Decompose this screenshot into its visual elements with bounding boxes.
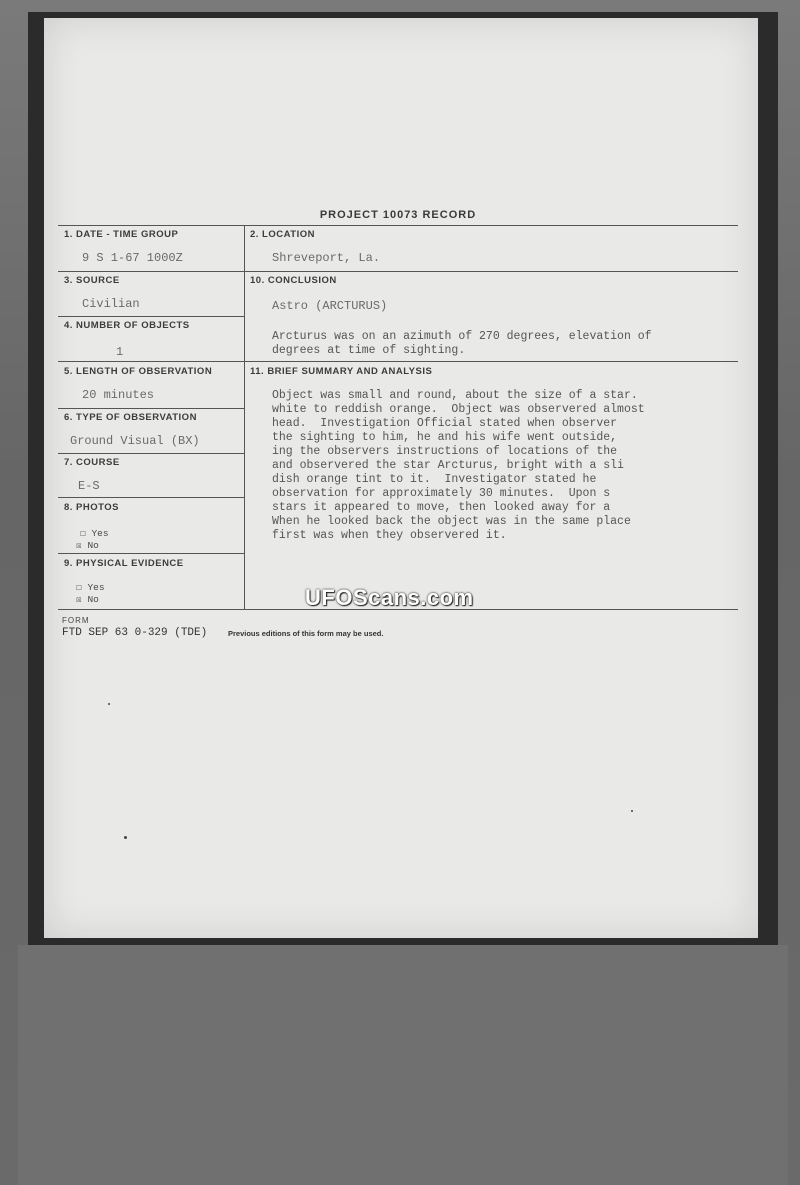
summary-line: ing the observers instructions of locations of the xyxy=(272,445,618,458)
rule-row6 xyxy=(58,497,244,498)
physical-evidence-yes-label: Yes xyxy=(87,582,105,593)
dust-speck xyxy=(108,703,110,705)
summary-line: Object was small and round, about the size of a star. xyxy=(272,389,638,402)
photos-yes-label: Yes xyxy=(91,528,109,539)
rule-row1 xyxy=(58,271,738,272)
physical-evidence-no-option xyxy=(76,594,99,605)
scan-lower-area xyxy=(18,945,788,1185)
conclusion-label: 10. CONCLUSION xyxy=(250,275,337,286)
summary-line: observation for approximately 30 minutes. Upon s xyxy=(272,487,611,500)
physical-evidence-yes-option xyxy=(76,582,105,593)
date-time-group-value: 9 S 1-67 1000Z xyxy=(82,251,183,265)
number-of-objects-label: 4. NUMBER OF OBJECTS xyxy=(64,320,190,331)
photos-label: 8. PHOTOS xyxy=(64,502,120,513)
photos-no-option xyxy=(76,540,99,551)
dust-speck xyxy=(631,810,633,812)
location-value: Shreveport, La. xyxy=(272,251,381,265)
physical-evidence-no-label: No xyxy=(87,594,99,605)
dust-speck xyxy=(124,836,127,839)
summary-line: white to reddish orange. Object was observered almost xyxy=(272,403,645,416)
source-value: Civilian xyxy=(82,297,140,311)
type-of-observation-label: 6. TYPE OF OBSERVATION xyxy=(64,412,197,423)
photos-no-label: No xyxy=(87,540,99,551)
watermark: UFOScans.com xyxy=(305,585,474,610)
number-of-objects-value: 1 xyxy=(116,345,124,359)
rule-top xyxy=(58,225,738,226)
checkbox-empty-icon: ☐ xyxy=(76,582,82,593)
form-footer-note: Previous editions of this form may be used. xyxy=(228,629,384,638)
type-of-observation-value: Ground Visual (BX) xyxy=(70,434,200,448)
conclusion-note-line-1: Arcturus was on an azimuth of 270 degrees, elevation of xyxy=(272,330,652,343)
summary-line: When he looked back the object was in the same place xyxy=(272,515,631,528)
summary-line: head. Investigation Official stated when observer xyxy=(272,417,618,430)
source-label: 3. SOURCE xyxy=(64,275,120,286)
physical-evidence-label: 9. PHYSICAL EVIDENCE xyxy=(64,558,184,569)
summary-line: and observered the star Arcturus, bright with a sli xyxy=(272,459,624,472)
rule-row7 xyxy=(58,553,244,554)
conclusion-note-line-2: degrees at time of sighting. xyxy=(272,344,466,357)
course-label: 7. COURSE xyxy=(64,457,120,468)
checkbox-checked-icon: ☒ xyxy=(76,540,82,551)
conclusion-value: Astro (ARCTURUS) xyxy=(272,299,388,313)
course-value: E-S xyxy=(78,479,100,493)
summary-label: 11. BRIEF SUMMARY AND ANALYSIS xyxy=(250,366,433,377)
project-record-form xyxy=(58,205,738,610)
rule-row4 xyxy=(58,408,244,409)
checkbox-empty-icon: ☐ xyxy=(80,528,86,539)
rule-column-divider xyxy=(244,225,245,609)
length-of-observation-value: 20 minutes xyxy=(82,388,155,402)
rule-row5 xyxy=(58,453,244,454)
summary-line: the sighting to him, he and his wife went outside, xyxy=(272,431,618,444)
checkbox-checked-icon: ☒ xyxy=(76,594,82,605)
summary-line: first was when they observered it. xyxy=(272,529,507,542)
photos-yes-option xyxy=(80,528,109,539)
date-time-group-label: 1. DATE - TIME GROUP xyxy=(64,229,179,240)
rule-row3 xyxy=(58,361,738,362)
location-label: 2. LOCATION xyxy=(250,229,315,240)
form-footer-label: FORM xyxy=(62,616,90,625)
form-footer-code: FTD SEP 63 0-329 (TDE) xyxy=(62,627,208,639)
length-of-observation-label: 5. LENGTH OF OBSERVATION xyxy=(64,366,213,377)
rule-row2 xyxy=(58,316,244,317)
summary-line: stars it appeared to move, then looked away for a xyxy=(272,501,611,514)
summary-line: dish orange tint to it. Investigator stated he xyxy=(272,473,597,486)
form-title: PROJECT 10073 RECORD xyxy=(319,209,477,221)
